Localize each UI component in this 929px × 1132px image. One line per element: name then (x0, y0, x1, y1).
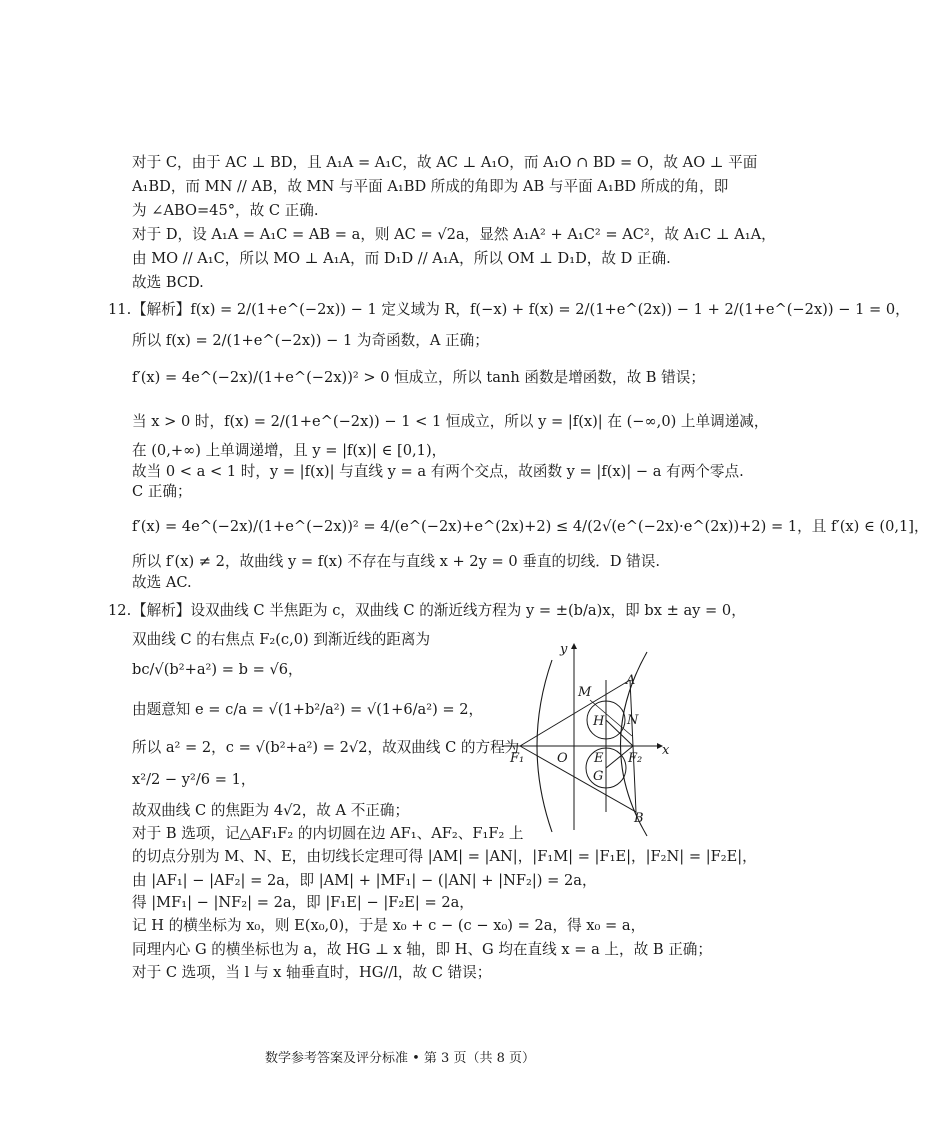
label-E: E (594, 751, 604, 766)
text-line: 对于 B 选项，记△AF₁F₂ 的内切圆在边 AF₁、AF₂、F₁F₂ 上 (132, 825, 524, 842)
text-line: 为 ∠ABO=45°，故 C 正确. (132, 202, 319, 219)
text-line: 得 |MF₁| − |NF₂| = 2a，即 |F₁E| − |F₂E| = 2a， (132, 894, 474, 911)
label-O: O (557, 751, 568, 766)
text-line: 故选 BCD. (132, 274, 204, 291)
text-line: 故选 AC. (132, 574, 192, 591)
text-line: 所以 f(x) = 2/(1+e^(−2x)) − 1 为奇函数，A 正确； (132, 332, 489, 349)
text-line: 同理内心 G 的横坐标也为 a，故 HG ⊥ x 轴，即 H、G 均在直线 x = a 上，故 B 正确； (132, 941, 712, 958)
label-A: A (626, 673, 636, 688)
text-line: 由 |AF₁| − |AF₂| = 2a，即 |AM| + |MF₁| − (|AN| + |NF₂|) = 2a， (132, 872, 597, 889)
text-line: 对于 D，设 A₁A = A₁C = AB = a，则 AC = √2a，显然 A₁A² + A₁C² = AC²，故 A₁C ⊥ A₁A， (132, 226, 776, 243)
text-line: 双曲线 C 的右焦点 F₂(c,0) 到渐近线的距离为 (132, 631, 431, 648)
text-line: 当 x > 0 时，f(x) = 2/(1+e^(−2x)) − 1 < 1 恒成立，所以 y = |f(x)| 在 (−∞,0) 上单调递减， (132, 413, 769, 430)
label-B: B (634, 811, 644, 826)
text-line: 的切点分别为 M、N、E，由切线长定理可得 |AM| = |AN|，|F₁M| = |F₁E|，|F₂N| = |F₂E|， (132, 848, 757, 865)
page-footer: 数学参考答案及评分标准 • 第 3 页（共 8 页） (264, 1051, 535, 1066)
text-line: 【解析】f(x) = 2/(1+e^(−2x)) − 1 定义域为 R，f(−x) + f(x) = 2/(1+e^(2x)) − 1 + 2/(1+e^(−2x)) − 1 = 0， (132, 301, 910, 318)
question-number: 11. (108, 301, 132, 318)
label-F2: F₂ (628, 751, 643, 766)
line-F1-B (520, 746, 636, 812)
text-line: 由题意知 e = c/a = √(1+b²/a²) = √(1+6/a²) = 2， (132, 701, 484, 718)
text-line: 对于 C 选项，当 l 与 x 轴垂直时，HG//l，故 C 错误； (132, 964, 492, 981)
text-line: x²/2 − y²/6 = 1， (132, 771, 256, 788)
line-F1-A (520, 680, 630, 746)
label-y: y (560, 642, 568, 657)
text-line: f′(x) = 4e^(−2x)/(1+e^(−2x))² > 0 恒成立，所以 tanh 函数是增函数，故 B 错误； (132, 369, 705, 386)
hyperbola-figure (502, 640, 682, 835)
text-line: 由 MO // A₁C，所以 MO ⊥ A₁A，而 D₁D // A₁A，所以 OM ⊥ D₁D，故 D 正确. (132, 250, 671, 267)
question-number: 12. (108, 602, 132, 619)
text-line: 在 (0,+∞) 上单调递增，且 y = |f(x)| ∈ [0,1)， (132, 442, 447, 459)
label-F1: F₁ (510, 751, 525, 766)
text-line: 所以 f′(x) ≠ 2，故曲线 y = f(x) 不存在与直线 x + 2y = 0 垂直的切线．D 错误. (132, 553, 660, 570)
label-M: M (578, 685, 592, 700)
label-N: N (627, 713, 639, 728)
text-line: 记 H 的横坐标为 x₀，则 E(x₀,0)，于是 x₀ + c − (c − x₀) = 2a，得 x₀ = a， (132, 917, 646, 934)
text-line: 故当 0 < a < 1 时，y = |f(x)| 与直线 y = a 有两个交点，故函数 y = |f(x)| − a 有两个零点. (132, 463, 744, 480)
text-line: A₁BD，而 MN // AB，故 MN 与平面 A₁BD 所成的角即为 AB 与平面 A₁BD 所成的角，即 (132, 178, 729, 195)
label-H: H (593, 714, 605, 729)
text-line: f′(x) = 4e^(−2x)/(1+e^(−2x))² = 4/(e^(−2x)+e^(2x)+2) ≤ 4/(2√(e^(−2x)·e^(2x))+2) = 1，且 f′(x) ∈ (0,1]， (132, 518, 929, 535)
text-line: bc/√(b²+a²) = b = √6， (132, 661, 303, 678)
label-x: x (662, 743, 670, 758)
text-line: 【解析】设双曲线 C 半焦距为 c，双曲线 C 的渐近线方程为 y = ±(b/a)x，即 bx ± ay = 0， (132, 602, 746, 619)
text-line: 对于 C，由于 AC ⊥ BD，且 A₁A = A₁C，故 AC ⊥ A₁O，而 A₁O ∩ BD = O，故 AO ⊥ 平面 (132, 154, 758, 171)
text-line: C 正确； (132, 483, 192, 500)
text-line: 所以 a² = 2，c = √(b²+a²) = 2√2，故双曲线 C 的方程为 (132, 739, 520, 756)
label-G: G (593, 769, 604, 784)
text-line: 故双曲线 C 的焦距为 4√2，故 A 不正确； (132, 802, 410, 819)
